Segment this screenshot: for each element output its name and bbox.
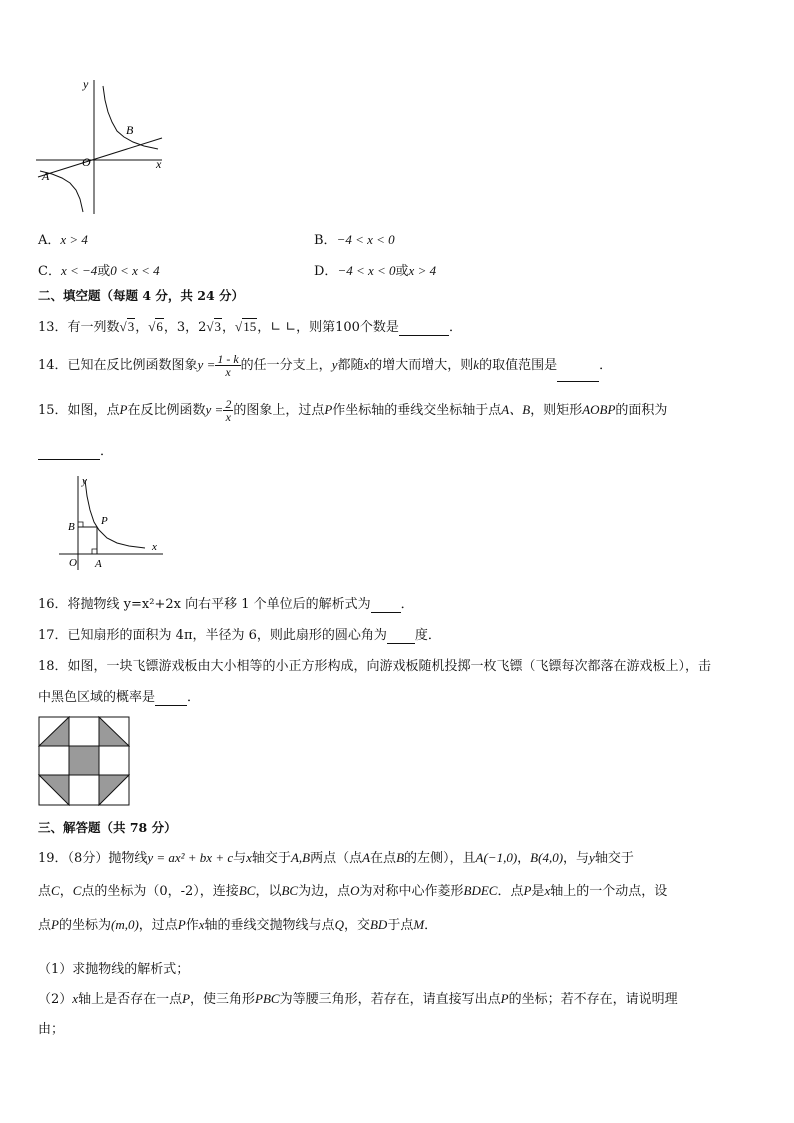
q13-end: ．: [448, 320, 462, 335]
q17-answer-blank[interactable]: [387, 628, 415, 644]
q19-p2d: 为等腰三角形，若存在，请直接写出点: [279, 992, 501, 1007]
q15-answer-line: [38, 440, 113, 460]
option-c-math1: x < −4: [60, 263, 98, 278]
q15-m2: 的图象上，过点: [233, 403, 325, 418]
q13-terms: ，3，2: [163, 320, 207, 335]
fig12-point-b-label: B: [126, 123, 134, 137]
q15-lead: 15．如图，点: [38, 403, 120, 418]
q15-point-p2: P: [324, 402, 333, 417]
q19-ab: A,B: [290, 850, 311, 865]
fig12-y-label: y: [83, 77, 89, 91]
q14-end: ．: [599, 358, 613, 373]
q19-l1f: 在点: [370, 851, 397, 866]
q16-answer-blank[interactable]: [371, 597, 401, 613]
q19-l1i: ，: [517, 851, 531, 866]
q19-p2b: 轴上是否存在一点: [78, 992, 183, 1007]
q19-l3b: 的坐标为: [58, 918, 111, 933]
q17-text: 17．已知扇形的面积为 4π，半径为 6，则此扇形的圆心角为: [38, 628, 387, 643]
q19-l2c: 点的坐标为（0，-2），连接: [81, 884, 239, 899]
q18-end: ．: [187, 690, 201, 705]
q19-l1l: 轴交于: [594, 851, 634, 866]
q15-m3: 作坐标轴的垂线交坐标轴于点: [332, 403, 502, 418]
option-c[interactable]: [38, 260, 160, 279]
question-17: [38, 624, 441, 644]
q19-point-b: B(4,0): [530, 850, 564, 865]
q14-y-eq: y =: [197, 357, 216, 372]
option-d-math2: x > 4: [408, 263, 437, 278]
q14-var-x: x: [363, 357, 370, 372]
dartboard-figure: [38, 716, 130, 806]
q14-answer-blank[interactable]: [557, 351, 599, 382]
q19-l2e: 为边，点: [298, 884, 351, 899]
option-a-label: A．: [38, 233, 61, 248]
q14-mid: 的任一分支上，: [240, 358, 332, 373]
option-a-math: x > 4: [60, 232, 88, 247]
q19-l1g: 的左侧），且: [404, 851, 476, 866]
q19-l1e: 两点（点: [310, 851, 363, 866]
q19-l3d: ，过点: [138, 918, 178, 933]
q19-l2d: ，以: [255, 884, 282, 899]
fig15-x-label: x: [152, 541, 157, 553]
q15-m1: 在反比例函数: [127, 403, 206, 418]
question-19-line3: 点P的坐标为(m,0)，过点P作x轴的垂线交抛物线与点Q，交BD于点M．: [38, 917, 438, 933]
q15-figure: [55, 472, 170, 572]
option-b-math: −4 < x < 0: [336, 232, 395, 247]
q19-l3a: 点: [38, 918, 52, 933]
q17-end: 度．: [414, 628, 441, 643]
q12-figure: [34, 74, 174, 218]
question-15: [38, 395, 667, 426]
hyperbola-right-branch: [103, 86, 158, 149]
question-19-part2-cont: 由；: [38, 1022, 65, 1037]
q18-answer-blank[interactable]: [155, 690, 187, 706]
q19-p2a: （2）: [38, 992, 73, 1007]
q19-point-a: A(−1,0): [475, 850, 518, 865]
q19-p2c: ，使三角形: [190, 992, 256, 1007]
question-13: 13．有一列数√3，√6，3，2√3，√15，∟ ∟，则第100个数是 ．: [38, 319, 462, 335]
q19-l3h: 于点: [387, 918, 414, 933]
q15-answer-blank[interactable]: [38, 444, 100, 460]
q19-l1a: 19．（8分）抛物线: [38, 851, 148, 866]
question-19-line2: 点C，C点的坐标为（0，-2），连接BC，以BC为边，点O为对称中心作菱形BDEC．点P是x轴上的一个动点，设: [38, 883, 668, 899]
option-a[interactable]: [38, 229, 88, 248]
fig15-right-angle-b: [78, 522, 83, 527]
q19-l3f: 轴的垂线交抛物线与点: [204, 918, 335, 933]
fig15-curve: [85, 480, 145, 548]
question-14: [38, 350, 612, 382]
question-19-part2: （2）x轴上是否存在一点P，使三角形PBC为等腰三角形，若存在，请直接写出点P的坐标；若不存在，请说明理: [38, 991, 678, 1007]
q13-dots: ，∟ ∟: [257, 320, 297, 335]
fig12-point-a-label: A: [42, 169, 50, 183]
q14-var-k: k: [473, 357, 480, 372]
q15-rect: AOBP: [582, 402, 616, 417]
q15-point-p: P: [119, 402, 128, 417]
q19-l2g: ．点: [497, 884, 524, 899]
q15-points-ab: A、B: [501, 402, 531, 417]
q14-lead: 14．已知在反比例函数图象: [38, 358, 198, 373]
q19-p2e: 的坐标；若不存在，请说明理: [508, 992, 678, 1007]
shaded-center-square: [69, 746, 99, 775]
option-b[interactable]: [314, 229, 395, 248]
question-19-line1: 19．（8分）抛物线y = ax² + bx + c与x轴交于A,B两点（点A在点B的左侧），且A(−1,0)，B(4,0)，与y轴交于: [38, 850, 634, 866]
q15-end: ．: [100, 444, 114, 459]
q14-mid2: 都随: [337, 358, 364, 373]
option-b-label: B．: [314, 233, 337, 248]
q19-l2i: 轴上的一个动点，设: [550, 884, 668, 899]
question-18-line2: [38, 686, 200, 706]
fig15-b-label: B: [68, 521, 75, 533]
fig15-p-label: P: [101, 515, 108, 527]
q19-l2b: ，: [59, 884, 73, 899]
q19-l1k: ，与: [563, 851, 590, 866]
q14-fraction: $\frac{1 - k}{x}$: [217, 352, 239, 379]
q14-mid4: 的取值范围是: [479, 358, 558, 373]
option-c-or: 或: [97, 264, 111, 279]
q19-point-m0: (m,0): [110, 917, 139, 932]
fig15-right-angle-a: [92, 549, 97, 554]
section-3-heading: 三、解答题（共 78 分）: [38, 820, 177, 835]
q14-var-y: y: [331, 357, 338, 372]
fig12-x-label: x: [156, 157, 162, 171]
q19-l1c: 轴交于: [251, 851, 291, 866]
q19-eq: y = ax² + bx + c: [147, 850, 234, 865]
option-c-math2: 0 < x < 4: [110, 263, 160, 278]
q13-sqrt-3b: √3: [206, 319, 222, 334]
q19-l2h: 是: [531, 884, 545, 899]
q13-sqrt-3: √3: [119, 319, 135, 334]
section-2-heading: 二、填空题（每题 4 分，共 24 分）: [38, 288, 245, 303]
option-d-math1: −4 < x < 0: [337, 263, 396, 278]
q19-l3i: ．: [424, 918, 438, 933]
q15-m4: ，则矩形: [530, 403, 583, 418]
q13-sqrt-6: √6: [148, 319, 163, 334]
question-18-line1: 18．如图，一块飞镖游戏板由大小相等的小正方形构成，向游戏板随机投掷一枚飞镖（飞镖每次都落在游戏板上），击: [38, 659, 712, 674]
q16-end: ．: [400, 597, 414, 612]
question-16: [38, 593, 414, 613]
fig12-origin-label: O: [82, 155, 91, 169]
q19-l2f: 为对称中心作菱形: [359, 884, 464, 899]
q14-mid3: 的增大而增大，则: [369, 358, 474, 373]
q13-lead: 13．有一列数: [38, 320, 120, 335]
fig15-a-label: A: [95, 558, 102, 570]
q16-text: 16．将抛物线 y=x²+2x 向右平移 1 个单位后的解析式为: [38, 597, 371, 612]
fig15-y-label: y: [82, 475, 87, 487]
line-through-origin: [38, 138, 162, 177]
q19-l3g: ，交: [343, 918, 370, 933]
q19-l3e: 作: [185, 918, 199, 933]
option-d-label: D．: [314, 264, 338, 279]
q19-l2a: 点: [38, 884, 52, 899]
question-19-part1: （1）求抛物线的解析式；: [38, 962, 190, 977]
q13-tail: ，则第100个数是: [296, 320, 399, 335]
q15-y-eq: y =: [205, 402, 224, 417]
q13-answer-blank[interactable]: [399, 320, 449, 336]
option-d-or: 或: [395, 264, 409, 279]
fig15-origin-label: O: [69, 557, 77, 569]
option-d[interactable]: [314, 260, 436, 279]
q18-line2-text: 中黑色区域的概率是: [38, 690, 156, 705]
q15-fraction: $\frac{2}{x}$: [225, 397, 232, 424]
option-c-label: C．: [38, 264, 61, 279]
q15-m5: 的面积为: [615, 403, 668, 418]
q19-l1b: 与: [233, 851, 247, 866]
q13-sqrt-15: √15: [235, 319, 257, 334]
